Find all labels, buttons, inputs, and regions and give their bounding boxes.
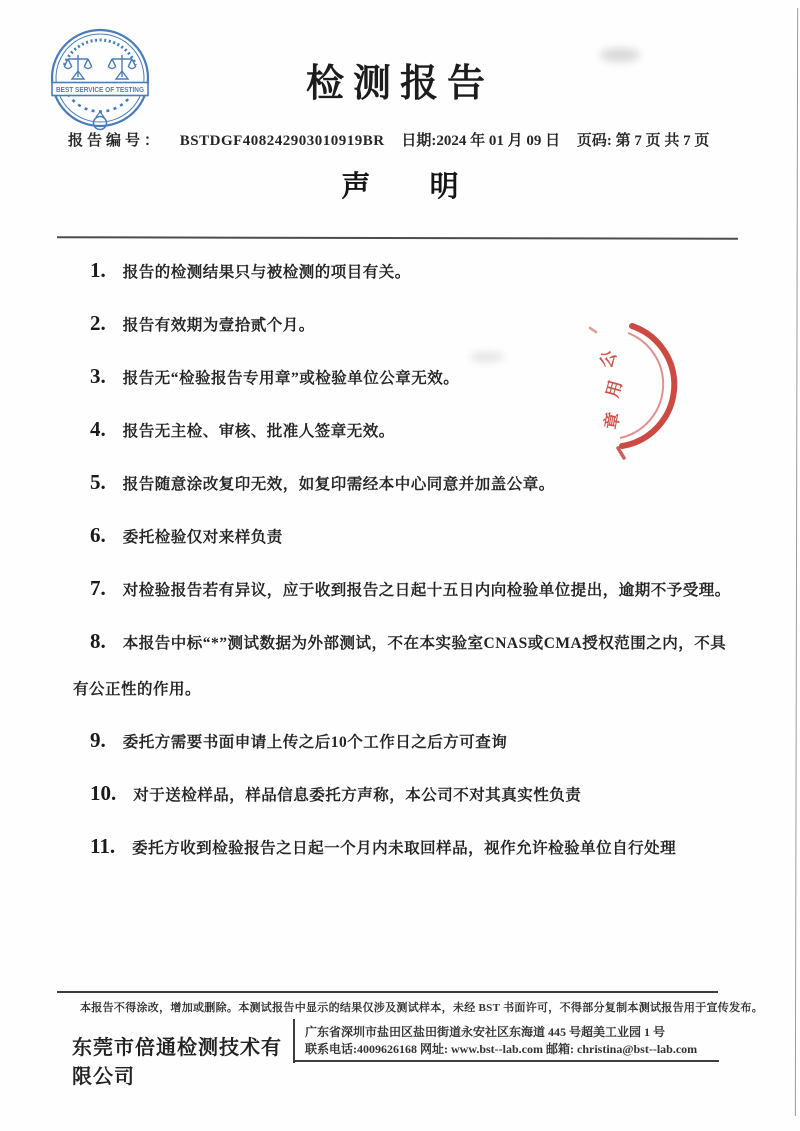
item-number: 5. (90, 470, 106, 494)
item-text: 委托检验仅对来样负责 (122, 529, 283, 546)
declaration-item-4 (73, 406, 733, 455)
declaration-list (73, 247, 733, 876)
report-no-label: 报告编号： (68, 133, 164, 149)
footer-address: 广东省深圳市盐田区盐田街道永安社区东海道 445 号超美工业园 1 号 (305, 1025, 666, 1039)
item-number: 1. (90, 258, 106, 282)
declaration-title: 声 明 (341, 171, 485, 203)
item-text: 报告的检测结果只与被检测的项目有关。 (122, 264, 411, 281)
report-no-value: BSTDGF408242903010919BR (179, 133, 385, 149)
seal-char: 用 (603, 378, 626, 400)
seal-char: 章 (601, 410, 624, 431)
item-number: 8. (90, 629, 106, 653)
declaration-item-6 (73, 512, 733, 561)
item-number: 7. (90, 576, 106, 600)
footer-vertical-divider (293, 1019, 295, 1063)
item-text: 对检验报告若有异议，应于收到报告之日起十五日内向检验单位提出，逾期不予受理。 (122, 582, 731, 599)
item-number: 11. (90, 834, 116, 858)
item-text: 本报告中标“*”测试数据为外部测试，不在本实验室CNAS或CMA授权范围之内，不具有公正性的作用。 (73, 635, 727, 698)
footer-company-name: 东莞市倍通检测技术有限公司 (72, 1037, 282, 1088)
footer-address-block (305, 1024, 735, 1058)
item-text: 委托方需要书面申请上传之后10个工作日之后方可查询 (122, 734, 508, 751)
declaration-item-5 (73, 459, 733, 508)
item-number: 3. (90, 364, 106, 388)
item-number: 6. (90, 523, 106, 547)
seal-char: 公 (596, 347, 621, 371)
item-text: 报告无“检验报告专用章”或检验单位公章无效。 (122, 370, 460, 387)
footer-bottom-rule (293, 1060, 719, 1062)
footer-disclaimer: 本报告不得涂改，增加或删除。本测试报告中显示的结果仅涉及测试样本，未经 BST 书面许可，不得部分复制本测试报告用于宣传发布。 (80, 1002, 763, 1014)
logo-banner-text: BEST SERVICE OF TESTING (56, 87, 145, 94)
report-date: 日期:2024 年 01 月 09 日 (401, 133, 561, 149)
item-number: 10. (90, 781, 117, 805)
footer-contact: 联系电话:4009626168 网址: www.bst--lab.com 邮箱: christina@bst--lab.com (305, 1042, 698, 1056)
declaration-item-2 (73, 300, 733, 349)
declaration-item-7 (73, 565, 733, 614)
item-text: 报告随意涂改复印无效，如复印需经本中心同意并加盖公章。 (122, 476, 555, 493)
page-title: 检测报告 (305, 63, 494, 105)
declaration-item-10 (73, 770, 733, 819)
item-text: 委托方收到检验报告之日起一个月内未取回样品，视作允许检验单位自行处理 (132, 840, 677, 857)
declaration-item-11 (73, 823, 733, 872)
declaration-item-1 (73, 247, 733, 296)
report-page-info: 页码: 第 7 页 共 7 页 (576, 133, 710, 149)
declaration-item-9 (73, 717, 733, 766)
item-number: 9. (90, 728, 106, 752)
item-text: 报告无主检、审核、批准人签章无效。 (122, 423, 395, 440)
divider-rule (57, 236, 738, 239)
item-number: 2. (90, 311, 106, 335)
declaration-item-8 (73, 618, 733, 713)
declaration-item-3 (73, 353, 733, 402)
footer-top-rule (57, 991, 718, 993)
report-info-row (68, 129, 748, 150)
item-text: 对于送检样品，样品信息委托方声称，本公司不对其真实性负责 (133, 787, 582, 804)
item-number: 4. (90, 417, 106, 441)
item-text: 报告有效期为壹拾贰个月。 (122, 317, 315, 334)
